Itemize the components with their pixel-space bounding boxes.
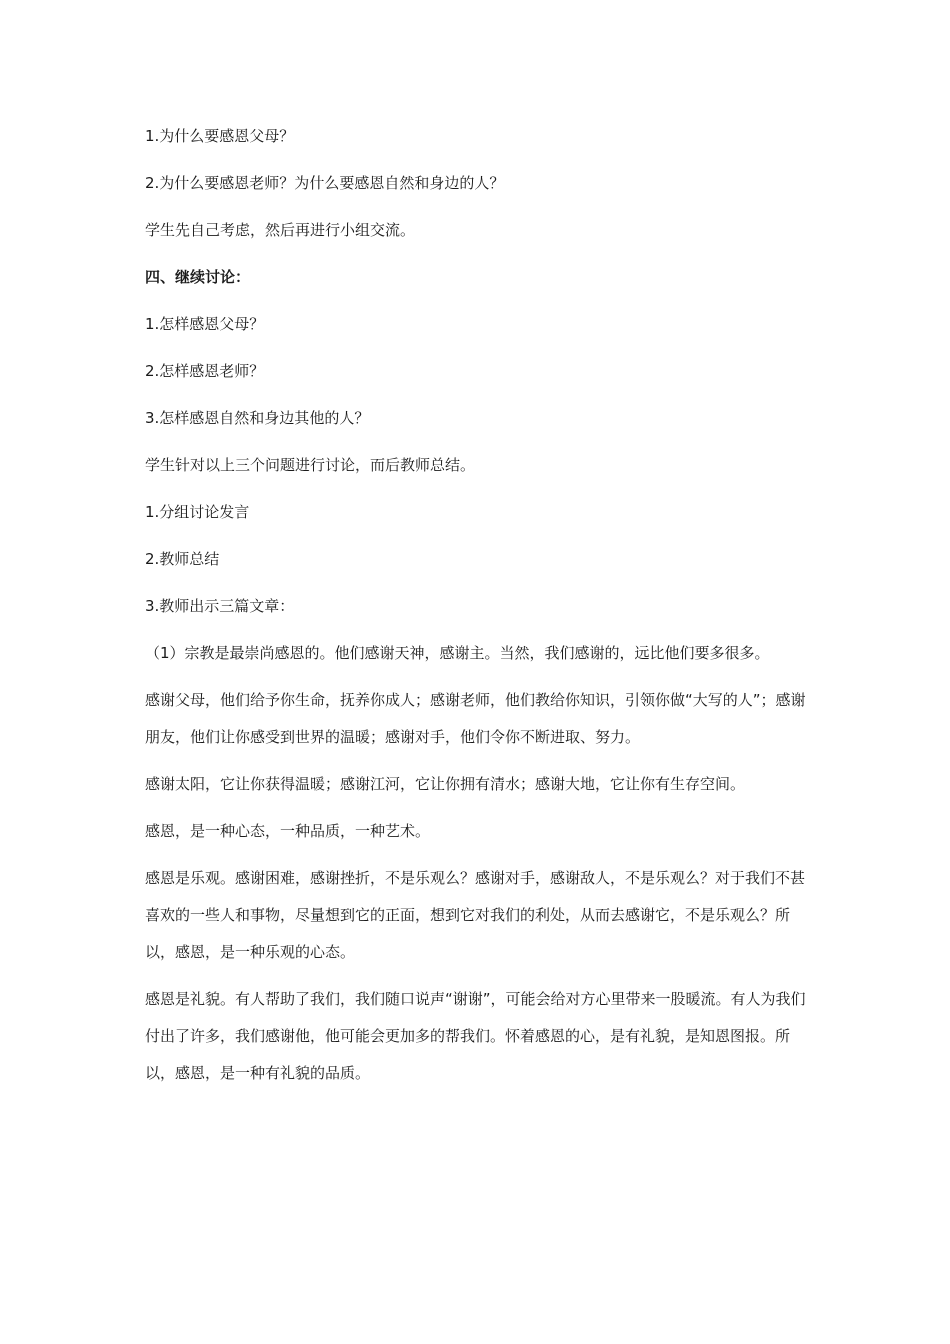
step-2: 2.教师总结 [145, 550, 220, 568]
discussion-instruction: 学生针对以上三个问题进行讨论，而后教师总结。 [145, 456, 476, 474]
discussion-3: 3.怎样感恩自然和身边其他的人？ [145, 409, 370, 427]
question-1: 1.为什么要感恩父母？ [145, 127, 295, 145]
article-gratitude-courtesy: 感恩是礼貌。有人帮助了我们，我们随口说声“谢谢”，可能会给对方心里带来一股暖流。有人为我们付出了许多，我们感谢他，他可能会更加多的帮我们。怀着感恩的心，是有礼貌，是知恩图报。所以，感恩，是一种有礼貌的品质。 [145, 990, 806, 1082]
step-3: 3.教师出示三篇文章： [145, 597, 295, 615]
document-body [145, 118, 815, 1102]
article-thanks-people: 感谢父母，他们给予你生命，抚养你成人；感谢老师，他们教给你知识，引领你做“大写的人”；感谢朋友，他们让你感受到世界的温暖；感谢对手，他们令你不断进取、努力。 [145, 691, 806, 746]
article-gratitude-optimism: 感恩是乐观。感谢困难，感谢挫折，不是乐观么？感谢对手，感谢敌人，不是乐观么？对于我们不甚喜欢的一些人和事物，尽量想到它的正面，想到它对我们的利处，从而去感谢它，不是乐观么？所以，感恩，是一种乐观的心态。 [145, 869, 806, 961]
article-thanks-nature: 感谢太阳，它让你获得温暖；感谢江河，它让你拥有清水；感谢大地，它让你有生存空间。 [145, 775, 746, 793]
section-heading: 四、继续讨论： [145, 268, 251, 286]
discussion-1: 1.怎样感恩父母？ [145, 315, 265, 333]
discussion-2: 2.怎样感恩老师？ [145, 362, 265, 380]
article-gratitude-definition: 感恩，是一种心态，一种品质，一种艺术。 [145, 822, 431, 840]
instruction-text: 学生先自己考虑，然后再进行小组交流。 [145, 221, 416, 239]
question-2: 2.为什么要感恩老师？为什么要感恩自然和身边的人？ [145, 174, 505, 192]
article-1-intro: （1）宗教是最崇尚感恩的。他们感谢天神，感谢主。当然，我们感谢的，远比他们要多很多。 [145, 644, 770, 662]
step-1: 1.分组讨论发言 [145, 503, 250, 521]
